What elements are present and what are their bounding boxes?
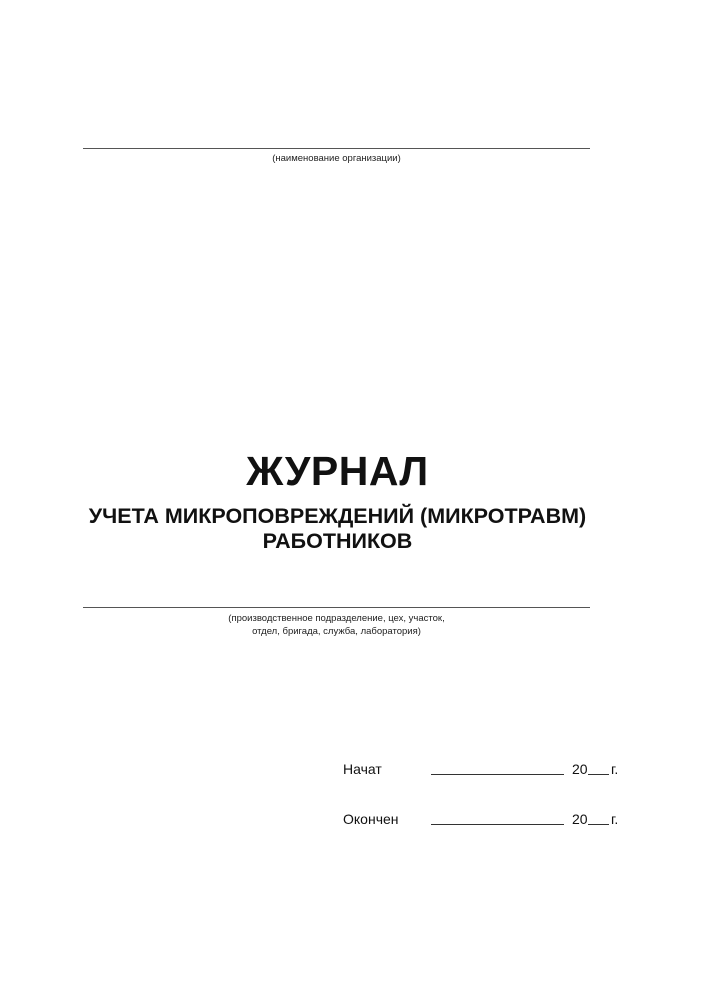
- document-subtitle-line2: РАБОТНИКОВ: [262, 529, 413, 553]
- subdivision-caption-line1: (производственное подразделение, цех, участок,: [228, 613, 445, 624]
- document-title: ЖУРНАЛ: [246, 448, 429, 494]
- subdivision-caption-line2: отдел, бригада, служба, лаборатория): [252, 626, 421, 637]
- start-date-blank: [431, 759, 564, 775]
- end-date-blank: [431, 809, 564, 825]
- end-year-prefix: 20: [572, 811, 588, 827]
- document-subtitle-line1: УЧЕТА МИКРОПОВРЕЖДЕНИЙ (МИКРОТРАВМ): [88, 504, 587, 528]
- end-date-label: Окончен: [343, 811, 399, 827]
- organization-caption: (наименование организации): [272, 153, 401, 164]
- organization-name-line: [83, 148, 590, 149]
- start-year-blank: [588, 759, 609, 775]
- start-year-prefix: 20: [572, 761, 588, 777]
- start-year-suffix: г.: [611, 761, 619, 777]
- subdivision-name-line: [83, 607, 590, 608]
- end-year-blank: [588, 809, 609, 825]
- start-date-label: Начат: [343, 761, 382, 777]
- end-year-suffix: г.: [611, 811, 619, 827]
- start-date-row: [0, 759, 707, 779]
- end-date-row: [0, 809, 707, 829]
